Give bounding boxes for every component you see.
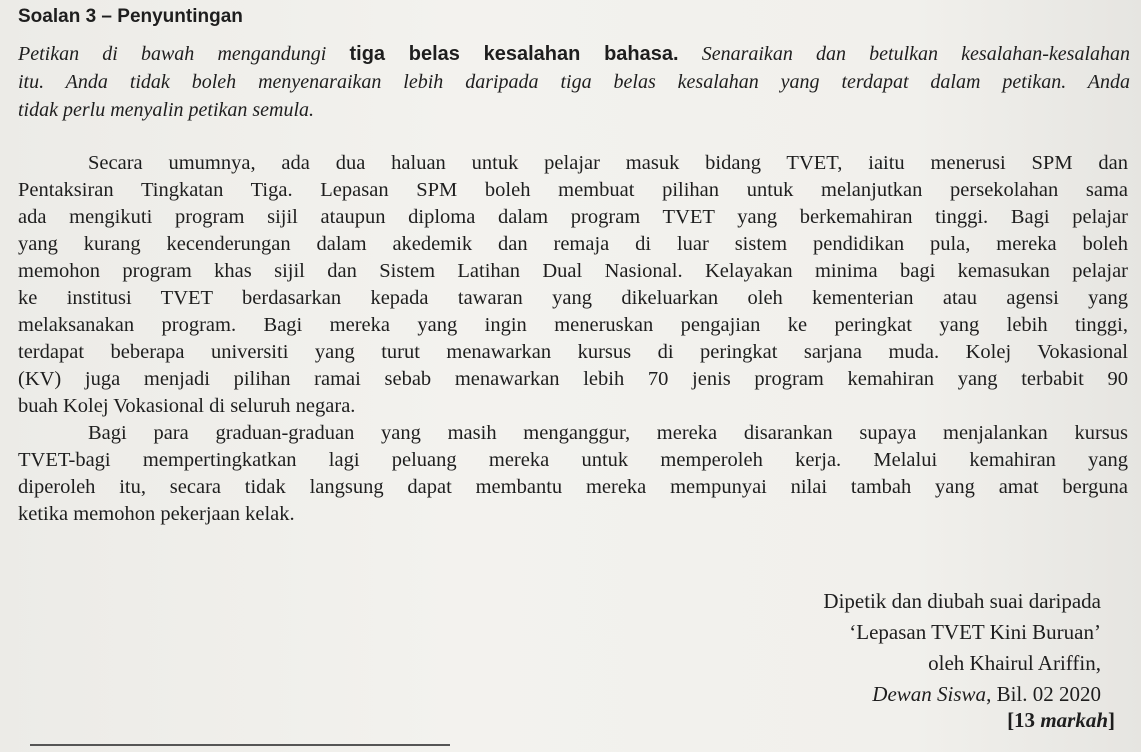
passage-line: (KV) juga menjadi pilihan ramai sebab menawarkan lebih 70 jenis program kemahiran yang terbabit 90 [18,368,1128,390]
passage-line: ketika memohon pekerjaan kelak. [18,503,295,525]
source-publication [823,679,1101,710]
question-title: Soalan 3 – Penyuntingan [18,6,243,27]
passage-line: Secara umumnya, ada dua haluan untuk pelajar masuk bidang TVET, iaitu menerusi SPM dan [88,152,1128,174]
instruction-line: itu. Anda tidak boleh menyenaraikan lebih daripada tiga belas kesalahan yang terdapat dalam petikan. Anda [18,71,1130,93]
instruction-line [18,40,1130,68]
passage-line: TVET-bagi mempertingkatkan lagi peluang mereka untuk memperoleh kerja. Melalui kemahiran yang [18,449,1128,471]
passage-line: terdapat beberapa universiti yang turut menawarkan kursus di peringkat sarjana muda. Kolej Vokasional [18,341,1128,363]
source-citation [823,586,1101,710]
passage-line: melaksanakan program. Bagi mereka yang ingin meneruskan pengajian ke peringkat yang lebih tinggi, [18,314,1128,336]
passage-line: Pentaksiran Tingkatan Tiga. Lepasan SPM boleh membuat pilihan untuk melanjutkan persekolahan sama [18,179,1128,201]
instruction-emphasis: tiga belas kesalahan bahasa. [349,43,679,65]
marks-label [1007,708,1115,733]
instruction-line: tidak perlu menyalin petikan semula. [18,99,315,121]
instructions [18,40,1130,124]
marks-open: [13 [1007,708,1041,732]
source-title: ‘Lepasan TVET Kini Buruan’ [849,620,1101,644]
instruction-text: Senaraikan dan betulkan kesalahan-kesalahan [678,43,1131,65]
passage [18,150,1128,528]
marks-word: markah [1040,708,1108,732]
publication-name: Dewan Siswa [872,682,987,706]
publication-issue: , Bil. 02 2020 [986,682,1101,706]
passage-line: memohon program khas sijil dan Sistem Latihan Dual Nasional. Kelayakan minima bagi kemasukan pelajar [18,260,1128,282]
passage-line: buah Kolej Vokasional di seluruh negara. [18,395,356,417]
paragraph-1 [18,150,1128,420]
instruction-text: Petikan di bawah mengandungi [18,43,350,65]
passage-line: diperoleh itu, secara tidak langsung dapat membantu mereka mempunyai nilai tambah yang amat berguna [18,476,1128,498]
passage-line: yang kurang kecenderungan dalam akedemik dan remaja di luar sistem pendidikan pula, mereka boleh [18,233,1128,255]
source-line: Dipetik dan diubah suai daripada [823,589,1101,613]
passage-line: ke institusi TVET berdasarkan kepada tawaran yang dikeluarkan oleh kementerian atau agensi yang [18,287,1128,309]
passage-line: Bagi para graduan-graduan yang masih menganggur, mereka disarankan supaya menjalankan kursus [88,422,1128,444]
source-author: oleh Khairul Ariffin, [928,651,1101,675]
marks-close: ] [1108,708,1115,732]
paragraph-2 [18,420,1128,528]
divider-line [30,744,450,746]
passage-line: ada mengikuti program sijil ataupun diploma dalam program TVET yang berkemahiran tinggi. Bagi pelajar [18,206,1128,228]
